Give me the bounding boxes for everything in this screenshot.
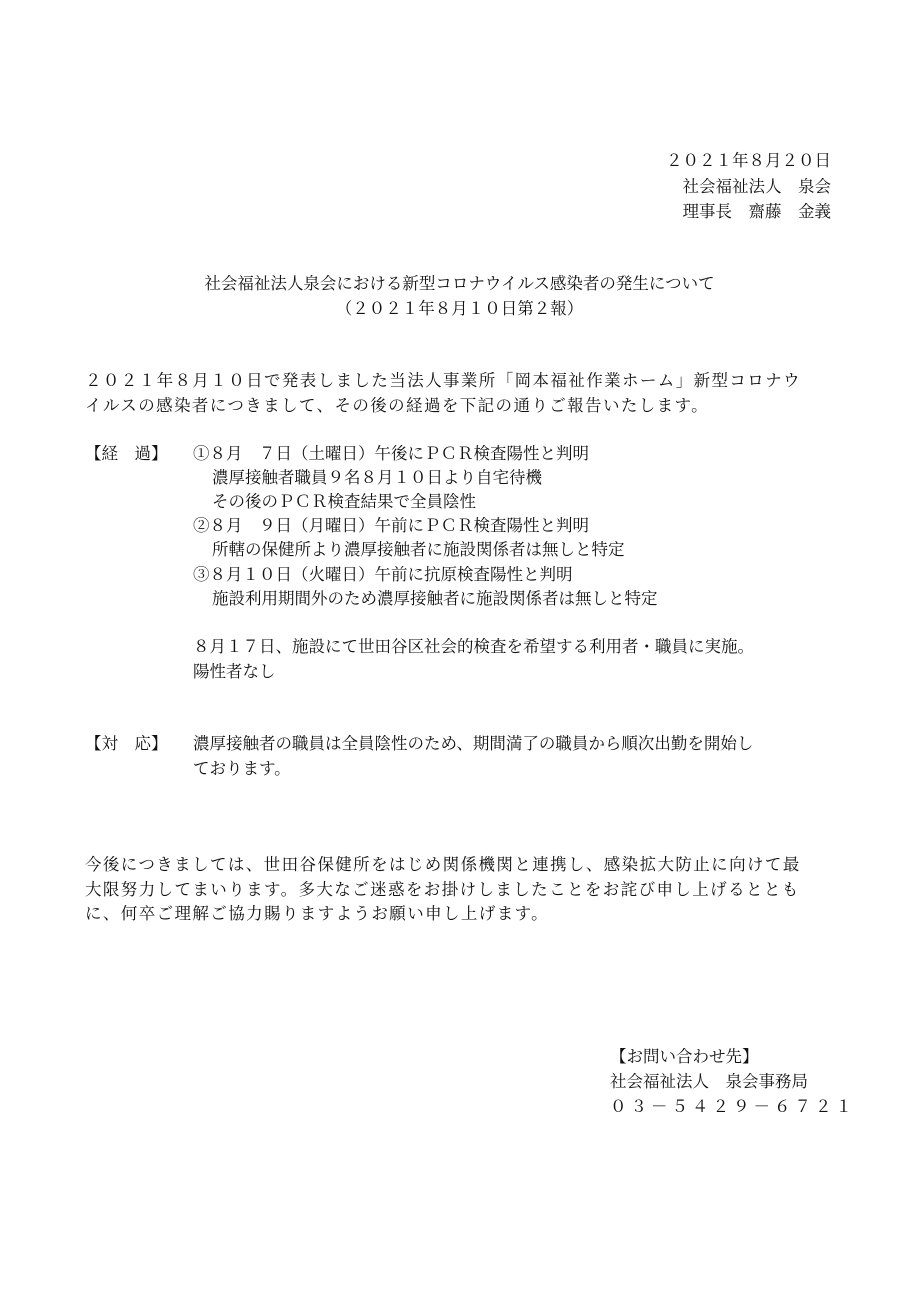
document-subtitle: （２０２１年８月１０日第２報） (335, 299, 584, 318)
response-line-2: ております。 (193, 759, 291, 778)
closing-line-2: 大限努力してまいります。多大なご迷惑をお掛けしましたことをお詫び申し上げるととも (85, 880, 800, 899)
progress-item-2-heading: ②８月 ９日（月曜日）午前にＰＣＲ検査陽性と判明 (193, 516, 589, 535)
progress-label: 【経 過】 (85, 444, 168, 463)
progress-item-3-heading: ③８月１０日（火曜日）午前に抗原検査陽性と判明 (193, 565, 573, 584)
progress-item-1-detail-2: その後のＰＣＲ検査結果で全員陰性 (212, 492, 476, 511)
closing-line-3: に、何卒ご理解ご協力賜りますようお願い申し上げます。 (85, 904, 550, 923)
response-label: 【対 応】 (85, 734, 168, 753)
response-line-1: 濃厚接触者の職員は全員陰性のため、期間満了の職員から順次出勤を開始し (193, 734, 754, 753)
contact-phone: ０３－５４２９－６７２１ (610, 1097, 856, 1116)
progress-item-1-heading: ①８月 ７日（土曜日）午後にＰＣＲ検査陽性と判明 (193, 444, 589, 463)
progress-note-line-2: 陽性者なし (193, 662, 276, 681)
closing-line-1: 今後につきましては、世田谷保健所をはじめ関係機関と連携し、感染拡大防止に向けて最 (85, 855, 801, 874)
chairman-name: 理事長 齋藤 金義 (682, 202, 831, 221)
intro-line-2: イルスの感染者につきまして、その後の経過を下記の通りご報告いたします。 (85, 396, 710, 415)
organization-name: 社会福祉法人 泉会 (682, 177, 831, 196)
progress-item-1-detail-1: 濃厚接触者職員９名８月１０日より自宅待機 (212, 468, 542, 487)
progress-item-2-detail-1: 所轄の保健所より濃厚接触者に施設関係者は無しと特定 (212, 540, 625, 559)
document-date: ２０２１年８月２０日 (666, 151, 831, 170)
document-title: 社会福祉法人泉会における新型コロナウイルス感染者の発生について (204, 274, 715, 293)
contact-label: 【お問い合わせ先】 (610, 1047, 759, 1066)
contact-office: 社会福祉法人 泉会事務局 (610, 1072, 808, 1091)
progress-note-line-1: ８月１７日、施設にて世田谷区社会的検査を希望する利用者・職員に実施。 (193, 637, 754, 656)
progress-item-3-detail-1: 施設利用期間外のため濃厚接触者に施設関係者は無しと特定 (212, 589, 658, 608)
intro-line-1: ２０２１年８月１０日で発表しました当法人事業所「岡本福祉作業ホーム」新型コロナウ (85, 371, 801, 390)
